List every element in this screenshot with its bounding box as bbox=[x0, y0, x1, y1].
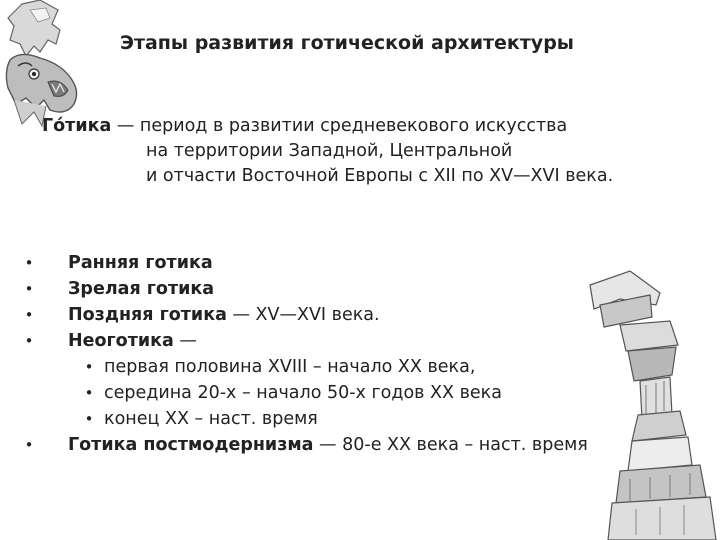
sub-bullet: • bbox=[84, 410, 94, 428]
sub-bullet: • bbox=[84, 384, 94, 402]
list-item-title: Неоготика bbox=[68, 331, 174, 351]
list-item bbox=[22, 276, 662, 302]
definition bbox=[42, 114, 682, 189]
definition-line1-text: — период в развитии средневекового искусства bbox=[111, 116, 568, 136]
bullet: • bbox=[24, 332, 34, 350]
sub-list-item-text: середина 20-х – начало 50-х годов XX века bbox=[104, 383, 502, 403]
definition-line-1 bbox=[42, 114, 682, 139]
bullet: • bbox=[24, 436, 34, 454]
definition-term: Го́тика bbox=[42, 116, 112, 136]
stages-list bbox=[22, 250, 662, 458]
list-item-title: Поздняя готика bbox=[68, 305, 227, 325]
list-item bbox=[22, 302, 662, 328]
definition-line-3: и отчасти Восточной Европы с XII по XV—XVI века. bbox=[146, 166, 614, 186]
list-item-text: — bbox=[173, 331, 197, 351]
sub-list-item-text: конец XX – наст. время bbox=[104, 409, 318, 429]
sub-list-item bbox=[22, 354, 662, 380]
sub-list-item bbox=[22, 406, 662, 432]
list-item bbox=[22, 250, 662, 276]
list-item-title: Ранняя готика bbox=[68, 253, 213, 273]
slide-title: Этапы развития готической архитектуры bbox=[120, 32, 574, 54]
list-item-title: Зрелая готика bbox=[68, 279, 215, 299]
gargoyle-illustration-icon bbox=[0, 0, 110, 130]
list-item-title: Готика постмодернизма bbox=[68, 435, 314, 455]
bullet: • bbox=[24, 254, 34, 272]
bullet: • bbox=[24, 280, 34, 298]
definition-line-2: на территории Западной, Центральной bbox=[146, 141, 513, 161]
list-item-text: — XV—XVI века. bbox=[226, 305, 380, 325]
sub-list-item-text: первая половина XVIII – начало XX века, bbox=[104, 357, 476, 377]
list-item bbox=[22, 328, 662, 354]
bullet: • bbox=[24, 306, 34, 324]
list-item-text: — 80-е XX века – наст. время bbox=[313, 435, 588, 455]
sub-list-item bbox=[22, 380, 662, 406]
sub-bullet: • bbox=[84, 358, 94, 376]
list-item bbox=[22, 432, 662, 458]
